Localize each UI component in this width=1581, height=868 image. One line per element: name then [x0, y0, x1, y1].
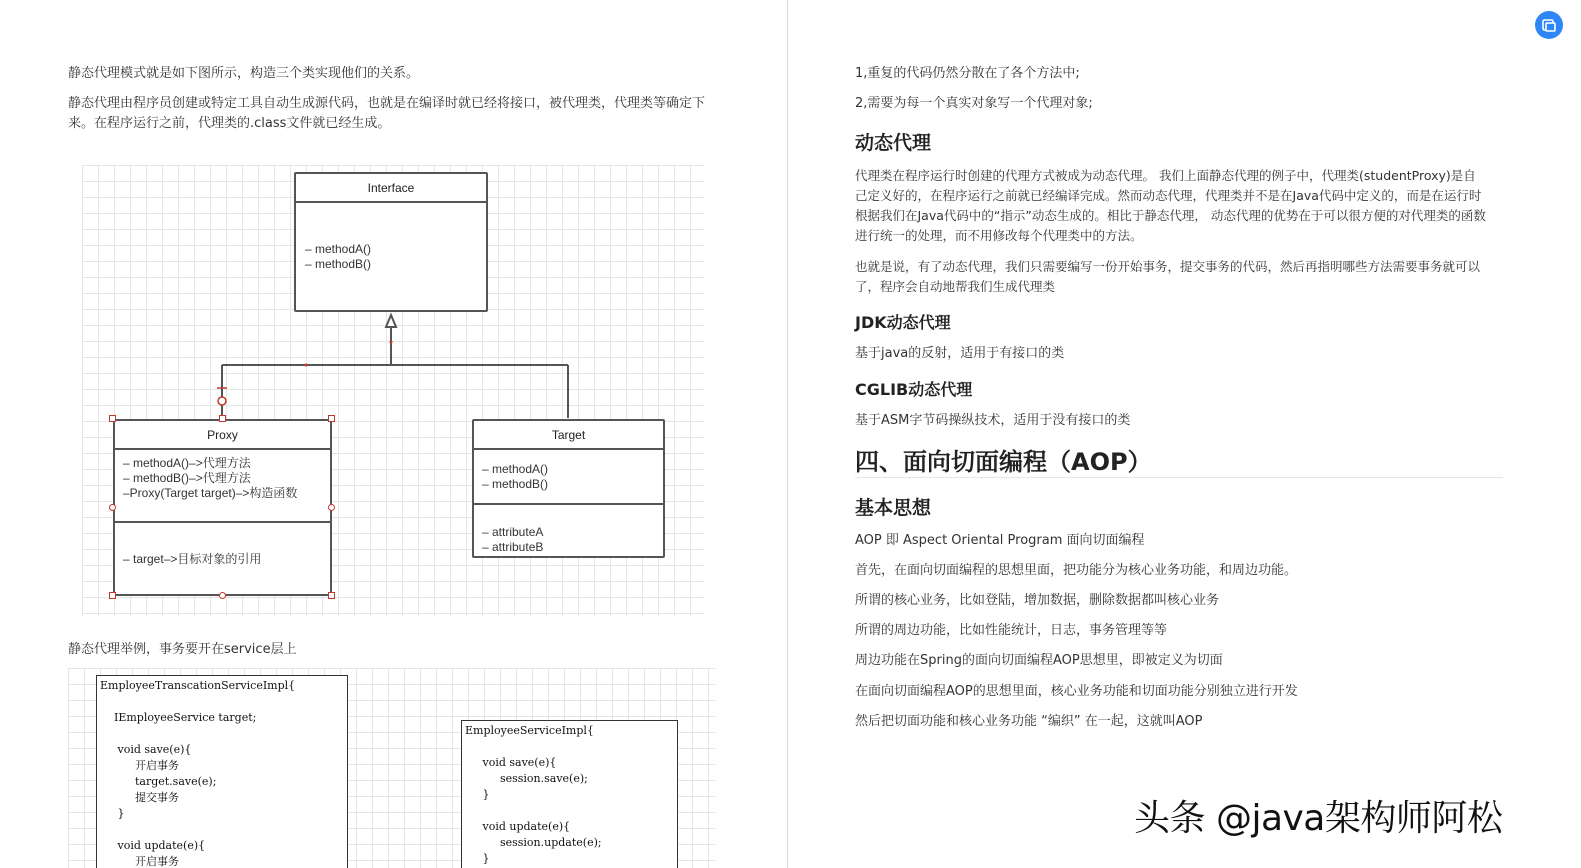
proxy-method: –Proxy(Target target)–>构造函数 — [123, 486, 298, 500]
proxy-class-box[interactable] — [113, 419, 332, 596]
share-button[interactable] — [1535, 11, 1563, 39]
aop-line: AOP 即 Aspect Oriental Program 面向切面编程 — [855, 533, 1145, 548]
target-field: – attributeB — [482, 540, 544, 554]
target-class-box — [472, 419, 665, 558]
aop-line: 所谓的核心业务，比如登陆，增加数据，删除数据都叫核心业务 — [855, 593, 1220, 608]
aop-line: 首先，在面向切面编程的思想里面，把功能分为核心业务功能，和周边功能。 — [855, 563, 1298, 578]
proxy-field: – target–>目标对象的引用 — [123, 552, 262, 566]
target-method: – methodB() — [482, 477, 549, 491]
resize-handle[interactable] — [109, 592, 116, 599]
desc-line-2: 来。在程序运行之前，代理类的.class文件就已经生成。 — [68, 116, 391, 131]
resize-handle[interactable] — [328, 592, 335, 599]
proxy-method: – methodA()–>代理方法 — [123, 456, 251, 470]
code-employee-service: EmployeeServiceImpl{ void save(e){ session.save(e); } void update(e){ session.update(e); } — [465, 724, 602, 865]
desc-line-1: 静态代理由程序员创建或特定工具自动生成源代码，也就是在编译时就已经将接口，被代理类，代理类等确定下 — [68, 96, 706, 111]
resize-handle[interactable] — [328, 504, 335, 511]
interface-class-box — [294, 172, 488, 312]
intro-text: 静态代理模式就是如下图所示，构造三个类实现他们的关系。 — [68, 66, 420, 81]
jdk-text: 基于java的反射，适用于有接口的类 — [855, 346, 1065, 361]
dynamic-proxy-heading: 动态代理 — [855, 132, 932, 154]
heading-rule — [855, 477, 1503, 478]
code-transaction-service: EmployeeTranscationServiceImpl{ IEmployeeService target; void save(e){ 开启事务 target.save(e); 提交事务 } void update(e){ 开启事务 — [100, 679, 296, 868]
uml-diagram — [82, 165, 704, 617]
dynamic-para2-line: 也就是说，有了动态代理，我们只需要编写一份开始事务，提交事务的代码，然后再指明哪些方法需要事务就可以 — [855, 259, 1481, 274]
example-caption: 静态代理举例，事务要开在service层上 — [68, 642, 297, 657]
code-box-transaction-service — [96, 675, 348, 868]
dynamic-para-line: 根据我们在Java代码中的“指示”动态生成的。相比于静态代理， 动态代理的优势在于可以很方便的对代理类的函数 — [855, 208, 1486, 223]
code-example-figure — [68, 668, 716, 868]
cglib-text: 基于ASM字节码操纵技术，适用于没有接口的类 — [855, 413, 1131, 428]
proxy-title: Proxy — [207, 428, 238, 442]
jdk-heading: JDK动态代理 — [855, 313, 951, 332]
aop-heading: 四、面向切面编程（AOP） — [855, 448, 1152, 476]
target-method: – methodA() — [482, 462, 549, 476]
resize-handle[interactable] — [109, 504, 116, 511]
code-box-employee-service — [461, 720, 678, 868]
interface-method: – methodA() — [305, 242, 372, 256]
aop-line: 所谓的周边功能，比如性能统计，日志，事务管理等等 — [855, 623, 1168, 638]
dynamic-para2-line: 了，程序会自动地帮我们生成代理类 — [855, 279, 1056, 294]
aop-line: 在面向切面编程AOP的思想里面，核心业务功能和切面功能分别独立进行开发 — [855, 684, 1298, 699]
drawback-line-2: 2,需要为每一个真实对象写一个代理对象; — [855, 96, 1093, 111]
left-page — [0, 0, 787, 868]
interface-title: Interface — [367, 181, 415, 195]
target-title: Target — [551, 428, 586, 442]
resize-handle[interactable] — [219, 415, 226, 422]
dynamic-para-line: 代理类在程序运行时创建的代理方式被成为动态代理。 我们上面静态代理的例子中，代理类(studentProxy)是自 — [855, 168, 1476, 183]
aop-line: 周边功能在Spring的面向切面编程AOP思想里，即被定义为切面 — [855, 653, 1223, 668]
watermark-text: 头条 @java架构师阿松 — [1134, 798, 1503, 839]
resize-handle[interactable] — [328, 415, 335, 422]
basic-idea-heading: 基本思想 — [855, 497, 932, 519]
aop-line: 然后把切面功能和核心业务功能 “编织” 在一起，这就叫AOP — [855, 714, 1203, 729]
proxy-method: – methodB()–>代理方法 — [123, 471, 251, 485]
share-icon — [1535, 11, 1563, 39]
dynamic-para-line: 己定义好的，在程序运行之前就已经编译完成。然而动态代理，代理类并不是在Java代码中定义的，而是在运行时 — [855, 188, 1482, 203]
drawback-line-1: 1,重复的代码仍然分散在了各个方法中; — [855, 66, 1080, 81]
interface-method: – methodB() — [305, 257, 372, 271]
cglib-heading: CGLIB动态代理 — [855, 380, 973, 399]
resize-handle[interactable] — [109, 415, 116, 422]
right-page — [788, 0, 1581, 868]
dynamic-para-line: 进行统一的处理，而不用修改每个代理类中的方法。 — [855, 228, 1143, 243]
target-field: – attributeA — [482, 525, 544, 539]
resize-handle[interactable] — [219, 592, 226, 599]
